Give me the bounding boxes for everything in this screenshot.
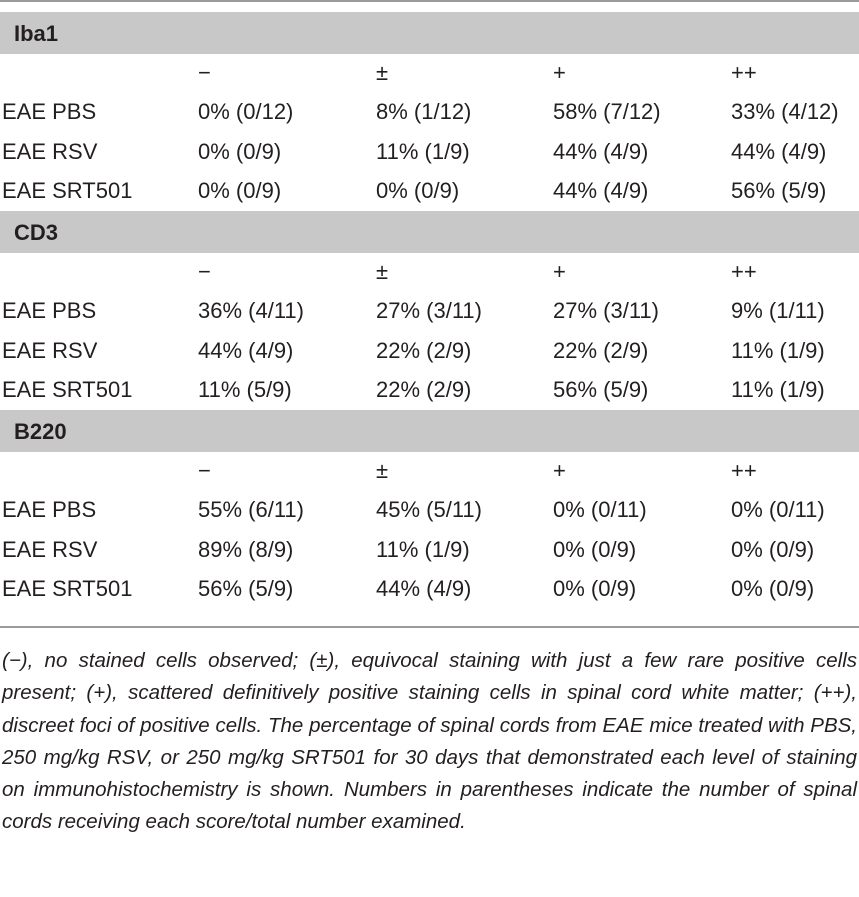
score-label: − (198, 458, 211, 483)
table-cell: 45% (5/11) (376, 497, 482, 522)
table-cell: 0% (0/9) (553, 536, 637, 562)
table-cell: 9% (1/11) (731, 298, 825, 323)
table-row (0, 171, 859, 211)
score-header-row (0, 253, 859, 291)
group-label: EAE RSV (2, 138, 98, 164)
score-label: + (553, 60, 566, 85)
group-label: EAE RSV (2, 337, 98, 363)
table-cell: 11% (1/9) (376, 138, 470, 164)
score-header-row (0, 54, 859, 92)
table-cell: 55% (6/11) (198, 497, 304, 522)
score-label: − (198, 259, 211, 284)
table-footnote: (−), no stained cells observed; (±), equivocal staining with just a few rare positive cells present; (+), scattered definitively positive staining cells in spinal cord white matter; (++), discreet foci of positive cells. The percentage of spinal cords from EAE mice treated with PBS, 250 mg/kg RSV, or 250 mg/kg SRT501 for 30 days that demonstrated each level of staining on immunohistochemistry is shown. Numbers in parentheses indicate the number of spinal cords receiving each score/total number examined. (2, 649, 857, 834)
score-label: ± (376, 458, 389, 483)
table-cell: 44% (4/9) (376, 576, 472, 601)
table-row (0, 490, 859, 530)
table-cell: 0% (0/9) (553, 576, 637, 601)
group-label: EAE RSV (2, 536, 98, 562)
score-label: ± (376, 259, 389, 284)
table-row (0, 370, 859, 410)
score-label: ++ (731, 259, 757, 284)
table-cell: 89% (8/9) (198, 536, 294, 562)
group-label: EAE SRT501 (2, 178, 133, 203)
table-row (0, 331, 859, 371)
group-label: EAE PBS (2, 99, 97, 124)
table-row (0, 569, 859, 609)
table-cell: 0% (0/9) (198, 178, 282, 203)
section-header (0, 410, 859, 452)
table-cell: 8% (1/12) (376, 99, 472, 124)
group-label: EAE PBS (2, 298, 97, 323)
table-row (0, 92, 859, 132)
table-cell: 0% (0/11) (553, 497, 647, 522)
group-label: EAE SRT501 (2, 377, 133, 402)
score-label: ++ (731, 458, 757, 483)
table-cell: 27% (3/11) (376, 298, 482, 323)
table-cell: 11% (5/9) (198, 377, 292, 402)
score-header-row (0, 452, 859, 490)
score-label: ++ (731, 60, 757, 85)
table-cell: 22% (2/9) (553, 337, 649, 363)
table-cell: 11% (1/9) (731, 337, 825, 363)
table-cell: 44% (4/9) (731, 138, 827, 164)
table-cell: 0% (0/9) (198, 138, 282, 164)
section-header (0, 12, 859, 54)
table-cell: 44% (4/9) (553, 138, 649, 164)
table-cell: 56% (5/9) (731, 178, 827, 203)
table-cell: 11% (1/9) (376, 536, 470, 562)
table-row (0, 291, 859, 331)
table-cell: 0% (0/9) (731, 576, 815, 601)
table-cell: 56% (5/9) (553, 377, 649, 402)
table-cell: 0% (0/12) (198, 99, 294, 124)
table-cell: 44% (4/9) (553, 178, 649, 203)
table-cell: 22% (2/9) (376, 377, 472, 402)
section-cd3 (0, 211, 859, 410)
score-label: + (553, 259, 566, 284)
table-cell: 36% (4/11) (198, 298, 304, 323)
group-label: EAE SRT501 (2, 576, 133, 601)
score-label: ± (376, 60, 389, 85)
group-label: EAE PBS (2, 497, 97, 522)
table-row (0, 132, 859, 172)
table-cell: 0% (0/9) (376, 178, 460, 203)
table-cell: 22% (2/9) (376, 337, 472, 363)
section-b220 (0, 410, 859, 609)
table-cell: 0% (0/9) (731, 536, 815, 562)
table-cell: 11% (1/9) (731, 377, 825, 402)
bottom-rule (0, 626, 859, 628)
section-iba1 (0, 12, 859, 211)
section-title: B220 (14, 419, 67, 444)
section-title: Iba1 (14, 21, 59, 46)
score-label: + (553, 458, 566, 483)
table-cell: 33% (4/12) (731, 99, 839, 124)
top-rule (0, 0, 859, 2)
table-cell: 0% (0/11) (731, 497, 825, 522)
table-cell: 44% (4/9) (198, 337, 294, 363)
section-header (0, 211, 859, 253)
score-label: − (198, 60, 211, 85)
section-title: CD3 (14, 220, 59, 245)
table-row (0, 530, 859, 570)
table-cell: 56% (5/9) (198, 576, 294, 601)
table-cell: 58% (7/12) (553, 99, 661, 124)
table-cell: 27% (3/11) (553, 298, 659, 323)
